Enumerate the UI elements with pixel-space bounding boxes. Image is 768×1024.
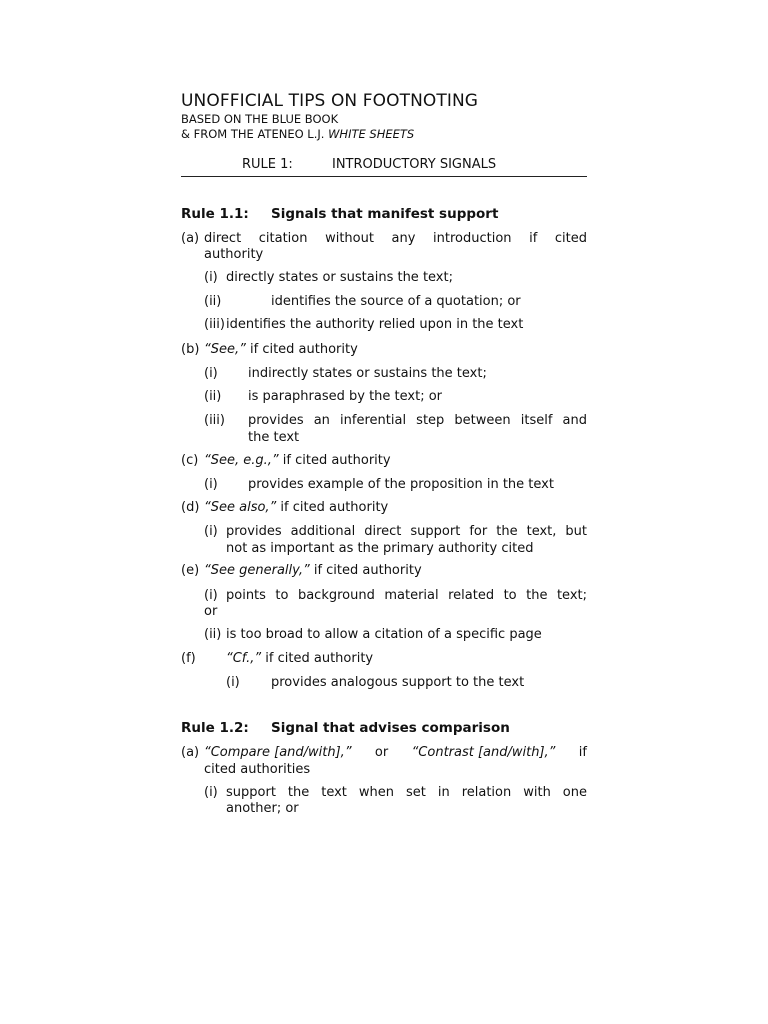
- subitem-text: identifies the source of a quotation; or: [271, 294, 521, 309]
- subitem-label: (ii): [204, 294, 222, 309]
- subitem-text: points to background material related to the text;: [226, 588, 587, 603]
- subitem-text: directly states or sustains the text;: [226, 270, 453, 285]
- item-text: “See,” if cited authority: [204, 342, 358, 357]
- subitem-label: (i): [204, 524, 218, 539]
- item-text: “Cf.,” if cited authority: [226, 651, 374, 666]
- item-text: authority: [204, 247, 264, 262]
- rule-name: INTRODUCTORY SIGNALS: [332, 157, 497, 172]
- subitem-text: provides an inferential step between itself and: [248, 413, 587, 428]
- item-text: “See generally,” if cited authority: [204, 563, 422, 578]
- item-label: (f): [181, 651, 196, 666]
- subitem-label: (i): [226, 675, 240, 690]
- subitem-label: (ii): [204, 389, 222, 404]
- section-heading-1-2: Rule 1.2: Signal that advises comparison: [181, 720, 510, 736]
- item-text: direct citation without any introduction if cited: [204, 231, 587, 246]
- subitem-text: support the text when set in relation with one: [226, 785, 587, 800]
- subitem-text: the text: [248, 430, 300, 445]
- subitem-text: provides analogous support to the text: [271, 675, 525, 690]
- subitem-label: (i): [204, 785, 218, 800]
- item-text: “Compare [and/with],” or “Contrast [and/with],” if: [204, 745, 587, 760]
- subitem-text: or: [204, 604, 218, 619]
- item-text: cited authorities: [204, 762, 311, 777]
- document-title: UNOFFICIAL TIPS ON FOOTNOTING: [181, 91, 479, 111]
- subitem-label: (i): [204, 366, 218, 381]
- subtitle-line-1: BASED ON THE BLUE BOOK: [181, 112, 339, 126]
- subitem-text: provides additional direct support for the text, but: [226, 524, 587, 539]
- item-text: “See also,” if cited authority: [204, 500, 389, 515]
- subitem-label: (iii): [204, 317, 225, 332]
- subitem-text: not as important as the primary authority cited: [226, 541, 534, 556]
- item-label: (e): [181, 563, 200, 578]
- subitem-text: is paraphrased by the text; or: [248, 389, 443, 404]
- section-heading-1-1: Rule 1.1: Signals that manifest support: [181, 206, 499, 222]
- item-label: (a): [181, 231, 200, 246]
- heading-divider: [181, 176, 587, 177]
- subitem-text: is too broad to allow a citation of a specific page: [226, 627, 542, 642]
- rule-number: RULE 1:: [242, 157, 293, 172]
- subtitle-line-2: & FROM THE ATENEO L.J. WHITE SHEETS: [181, 127, 415, 141]
- subitem-label: (i): [204, 270, 218, 285]
- subitem-text: indirectly states or sustains the text;: [248, 366, 487, 381]
- subitem-label: (ii): [204, 627, 222, 642]
- subitem-label: (i): [204, 477, 218, 492]
- subitem-label: (i): [204, 588, 218, 603]
- subitem-label: (iii): [204, 413, 225, 428]
- item-label: (c): [181, 453, 199, 468]
- subitem-text: provides example of the proposition in the text: [248, 477, 554, 492]
- item-text: “See, e.g.,” if cited authority: [204, 453, 391, 468]
- item-label: (d): [181, 500, 200, 515]
- subitem-text: another; or: [226, 801, 299, 816]
- subitem-text: identifies the authority relied upon in the text: [226, 317, 524, 332]
- item-label: (a): [181, 745, 200, 760]
- item-label: (b): [181, 342, 200, 357]
